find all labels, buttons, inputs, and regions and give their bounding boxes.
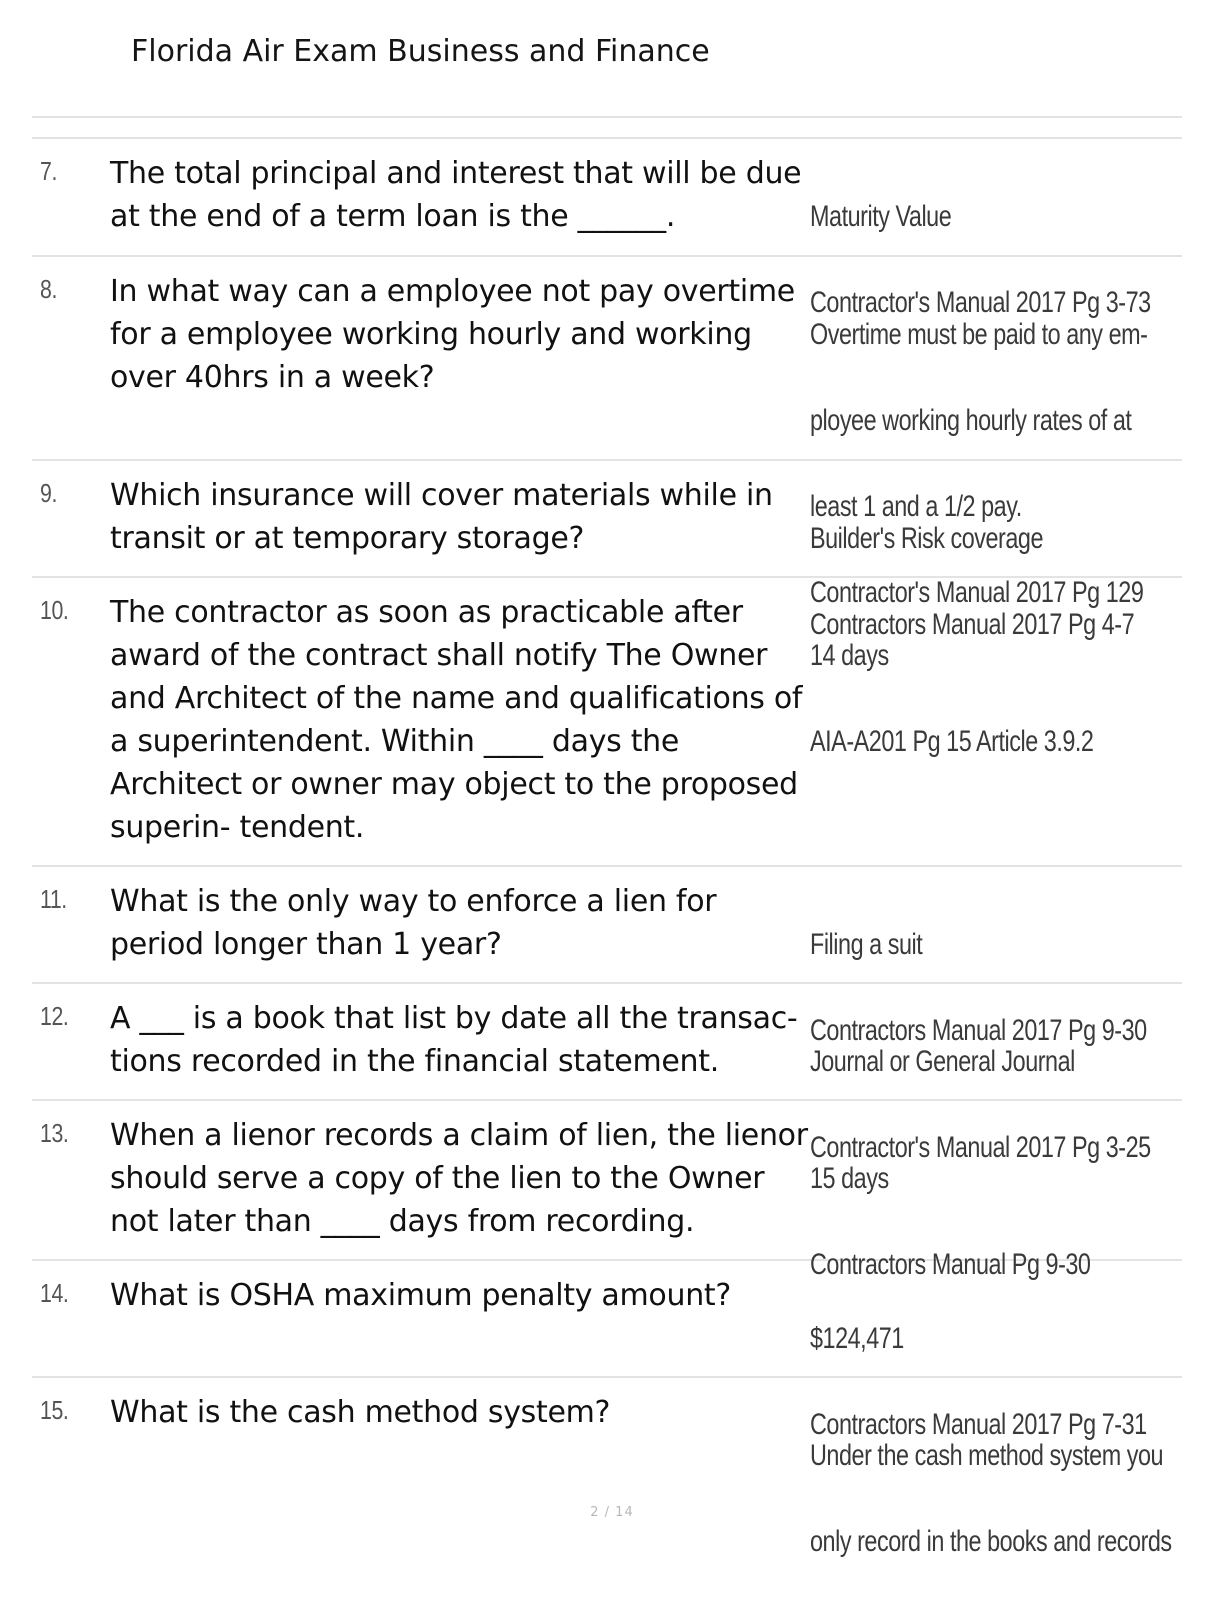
definition-line: Filing a suit bbox=[810, 928, 923, 961]
card-number: 7. bbox=[40, 156, 57, 186]
definition-line: ployee working hourly rates of at bbox=[810, 404, 1132, 437]
card-term: What is the only way to enforce a lien for period longer than 1 year? bbox=[110, 884, 717, 962]
document-title: Florida Air Exam Business and Finance bbox=[131, 34, 710, 69]
definition-line: Contractor's Manual 2017 Pg 3-73 bbox=[810, 286, 1151, 319]
definition-line: AIA-A201 Pg 15 Article 3.9.2 bbox=[810, 725, 1094, 758]
definition-line: least 1 and a 1/2 pay. bbox=[810, 490, 1022, 523]
definition-line: Contractors Manual Pg 9-30 bbox=[810, 1248, 1091, 1281]
card-term: A ___ is a book that list by date all the transac- tions recorded in the financial statement. bbox=[110, 1001, 798, 1079]
flashcard bbox=[32, 578, 1182, 867]
card-term: What is the cash method system? bbox=[110, 1395, 611, 1430]
card-term: Which insurance will cover materials while in transit or at temporary storage? bbox=[110, 478, 773, 556]
flashcard bbox=[32, 139, 1182, 319]
definition-line: Overtime must be paid to any em- bbox=[810, 318, 1148, 351]
card-term: What is OSHA maximum penalty amount? bbox=[110, 1278, 731, 1313]
definition-line: Contractors Manual 2017 Pg 9-30 bbox=[810, 1014, 1147, 1047]
card-term: The contractor as soon as practicable after award of the contract shall notify The Owner and Architect of the name and qualifications of a superintendent. Within ____ days the Architect or owner may object to the proposed superin- tendent. bbox=[110, 595, 803, 845]
card-number: 14. bbox=[40, 1278, 69, 1308]
definition-line: 15 days bbox=[810, 1162, 889, 1195]
card-term: The total principal and interest that will be due at the end of a term loan is the ______. bbox=[110, 156, 802, 234]
card-number: 15. bbox=[40, 1395, 69, 1425]
card-term: When a lienor records a claim of lien, the lienor should serve a copy of the lien to the Owner not later than ____ days from recording. bbox=[110, 1118, 808, 1239]
definition-line: Maturity Value bbox=[810, 200, 952, 233]
definition-line: Contractors Manual 2017 Pg 4-7 bbox=[810, 608, 1135, 641]
definition-line: Journal or General Journal bbox=[810, 1045, 1075, 1078]
card-term: In what way can a employee not pay overtime for a employee working hourly and working over 40hrs in a week? bbox=[110, 274, 795, 395]
card-number: 11. bbox=[40, 884, 67, 914]
definition-line: Contractors Manual 2017 Pg 7-31 bbox=[810, 1408, 1147, 1441]
definition-line: 14 days bbox=[810, 639, 889, 672]
definition-line: only record in the books and records bbox=[810, 1525, 1172, 1558]
card-number: 12. bbox=[40, 1001, 69, 1031]
header-divider bbox=[32, 116, 1182, 118]
definition-line: $124,471 bbox=[810, 1322, 904, 1355]
page-number: 2 / 14 bbox=[590, 1505, 634, 1520]
card-number: 10. bbox=[40, 595, 69, 625]
definition-line: Contractor's Manual 2017 Pg 129 bbox=[810, 576, 1144, 609]
card-number: 9. bbox=[40, 478, 57, 508]
card-definition bbox=[810, 1391, 1172, 1606]
flashcard bbox=[32, 1101, 1182, 1281]
definition-line: Under the cash method system you bbox=[810, 1439, 1164, 1472]
definition-line: Contractor's Manual 2017 Pg 3-25 bbox=[810, 1131, 1151, 1164]
definition-line: Builder's Risk coverage bbox=[810, 522, 1044, 555]
card-number: 13. bbox=[40, 1118, 69, 1148]
card-number: 8. bbox=[40, 274, 57, 304]
